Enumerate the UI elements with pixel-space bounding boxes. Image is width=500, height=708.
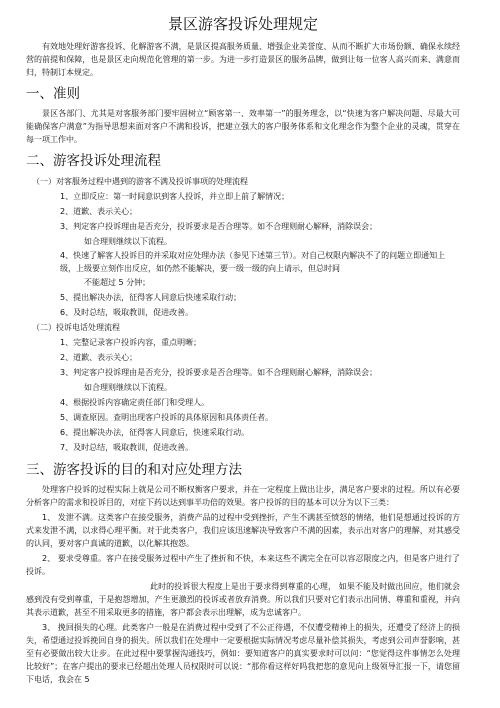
list-item-continuation: 如合理则继续以下流程。	[84, 383, 172, 392]
subsection-1-title: （一）对客服务过程中遇到的游客不满及投诉事项的处理流程	[32, 177, 248, 186]
intro-paragraph: 有效地处理好游客投诉、化解游客不满，是景区提高服务质量、增强企业美誉度、从而不断扩大市场份额、确保永续经营的前提和保障，也是景区走向规范化管理的第一步。为进一步打造景区的服务品牌，做到让每一位客人高兴而来、满意而归，特制订本规定。	[26, 42, 460, 77]
list-item: 2、道歉、表示关心；	[60, 353, 138, 362]
paragraph-fragment: 如果不能及时做出回应，他们就会感到没有受到尊重，于是抱怨增加，产生更激烈的投诉或者放弃消费。所以我们只要对它们表示出同情、尊重和重视，并向其表示道歉，甚至不用采取更多的措施，客户都会表示出理解，成为忠诚客户。	[26, 582, 461, 617]
section-3-paragraph: 2、 要求受尊重。客户在接受服务过程中产生了挫折和不快，本来这些不满完全在可以容忍限度之内，但是客户进行了投诉。	[26, 554, 460, 576]
section-1-heading: 一、准则	[26, 86, 80, 102]
list-item: 6、及时总结，吸取教训，促进改善。	[60, 308, 194, 317]
section-3-paragraph: 1、 发泄不满。这类客户在接受服务，消费产品的过程中受到挫折，产生不满甚至愤怒的情绪，他们是想通过投诉的方式来发泄不满，以求得心理平衡。对于此类客户，我们应该迅速解决导致客户不满的因素，表示出对客户的理解，对其感受的认同，要对客户真诚的道歉，以化解其抱怨。	[26, 513, 460, 548]
paragraph-fragment: 此时的投诉很大程度上是出于要求得到尊重的心理，	[150, 582, 337, 591]
list-item: 2、道歉、表示关心；	[60, 207, 138, 216]
list-item: 3、判定客户投诉理由是否充分，投诉要求是否合理等。如不合理则耐心解释，消除误会；	[60, 222, 378, 231]
list-item: 1、立即反应：第一时间意识到客人投诉，并立即上前了解情况；	[60, 192, 290, 201]
section-3-heading: 三、游客投诉的目的和对应处理方法	[26, 462, 242, 478]
section-3-paragraph: 3、 挽回损失的心理。此类客户一般是在消费过程中受到了不公正待遇，不仅遭受精神上的损失，还遭受了经济上的损失，希望通过投诉挽回自身的损失。所以我们在处理中一定要根据实际情况考虑尽量补偿其损失，考虑到公司声誉影响，甚至有必要做出较大让步。在此过程中要掌握沟通技巧，例如：要知道客户的真实要求时可以问：“您觉得这件事情怎么处理比较好”；在客户提出的要求已经超出处理人员权限时可以说：“那你看这样好吗我把您的意见向上级领导汇报一下，请您留下电话，我会在 5	[26, 623, 460, 684]
list-item: 4、根据投诉内容确定责任部门和受理人。	[60, 398, 210, 407]
list-item: 4、快速了解客人投诉目的并采取对应处理办法（参见下述第三节）。对自己权限内解决不了的问题立即通知上级，上级要立刻作出反应，如仍然不能解决，要一级一级的向上请示，但总时间	[60, 251, 446, 273]
list-item: 1、完整记录客户投诉内容，重点明晰；	[60, 338, 202, 347]
list-item: 3、判定客户投诉理由是否充分，投诉要求是否合理等。如不合理则耐心解释，消除误会；	[60, 368, 378, 377]
section-1-body: 景区各部门、尤其是对客服务部门要牢固树立“顾客第一、效率第一”的服务理念，以“快速为客户解决问题、尽最大可能确保客户满意”为指导思想来面对客户不满和投诉，把建立强大的客户服务体系和文化理念作为整个企业的灵魂，贯穿在每一项工作中。	[26, 109, 460, 144]
list-item: 5、调查原因。查明出现客户投诉的具体原因和具体责任者。	[60, 413, 274, 422]
list-item: 5、提出解决办法，征得客人同意后快速采取行动；	[60, 293, 242, 302]
section-3-paragraph	[26, 580, 460, 619]
section-2-heading: 二、游客投诉处理流程	[26, 153, 161, 169]
section-3-paragraph: 处理客户投诉的过程实际上就是公司不断权衡客户要求，并在一定程度上做出让步，满足客户要求的过程。所以有必要分析客户的需求和投诉目的，对症下药以达到事半功倍的效果。客户投诉的目的基本可以分为以下三类：	[26, 485, 460, 507]
document-title: 景区游客投诉处理规定	[167, 15, 318, 33]
list-item-continuation: 如合理则继续以下流程。	[84, 237, 172, 246]
list-item: 6、提出解决办法，征得客人同意后，快速采取行动。	[60, 428, 250, 437]
subsection-2-title: （二）投诉电话处理流程	[32, 323, 120, 332]
list-item: 7、及时总结，吸取教训，促进改善。	[60, 443, 194, 452]
list-item-continuation: 不能超过 5 分钟；	[84, 278, 151, 287]
